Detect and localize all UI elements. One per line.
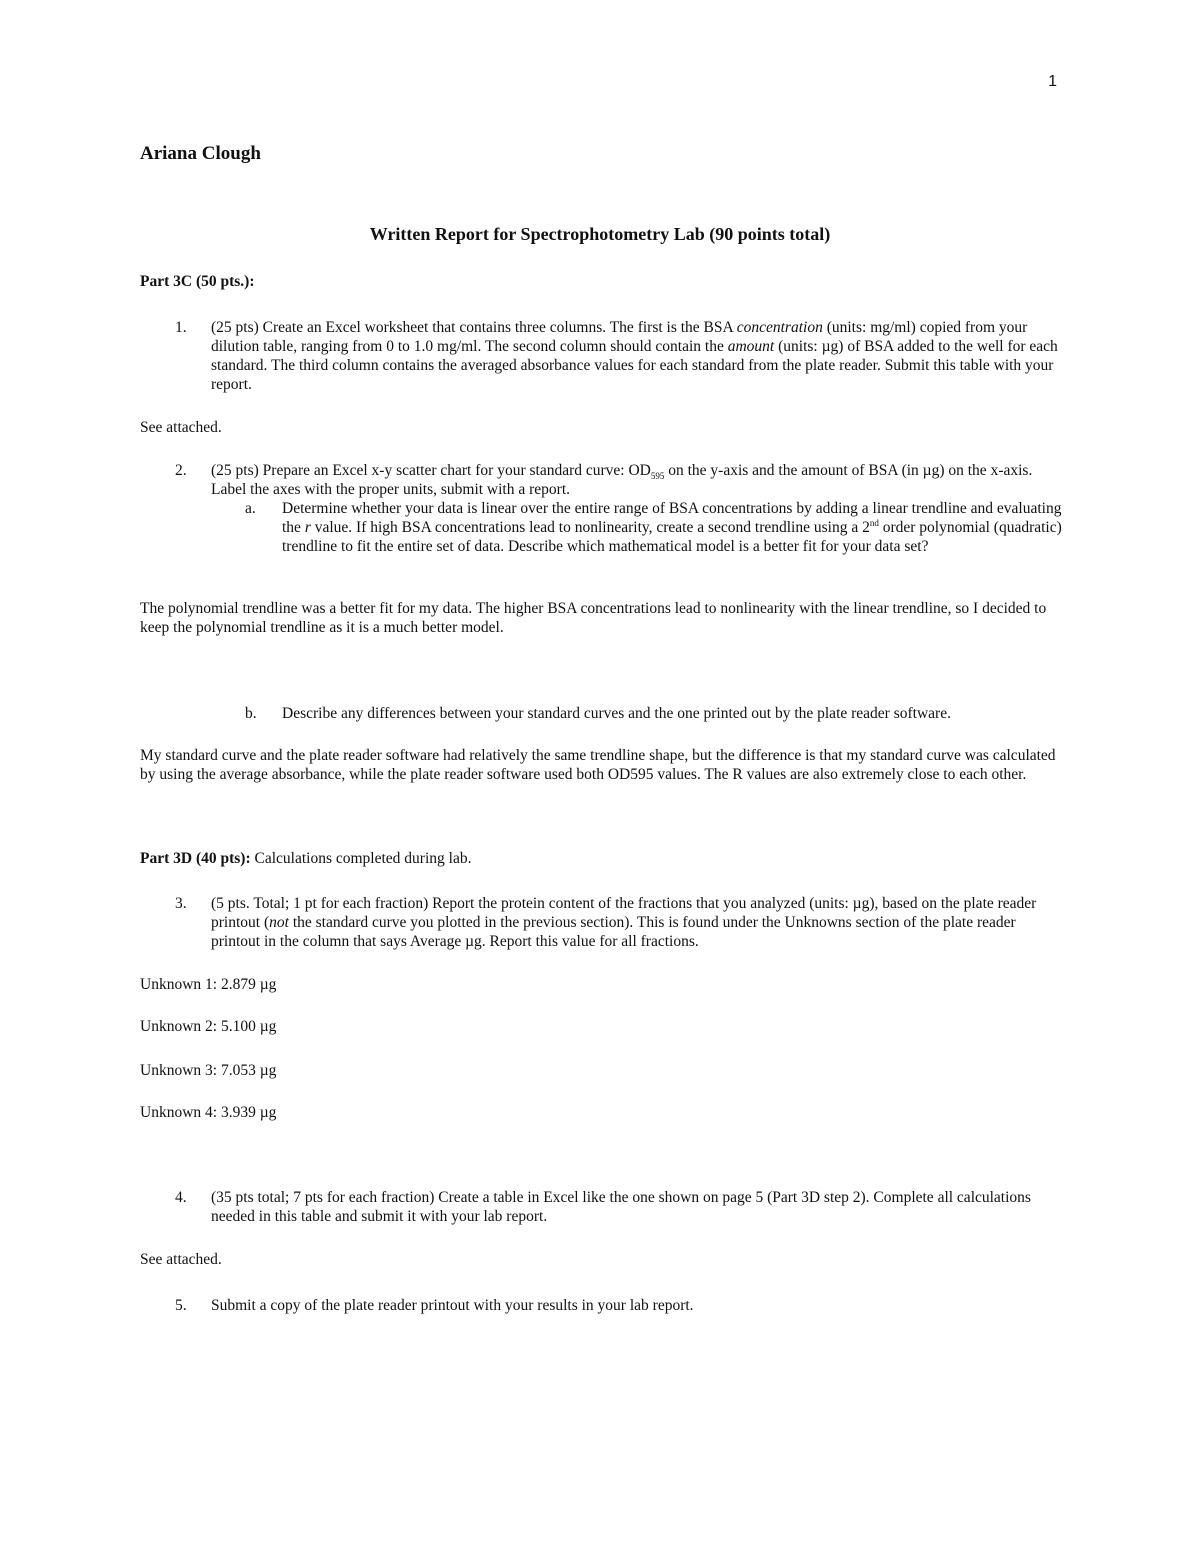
question-number: a.	[245, 500, 256, 517]
answer-1: See attached.	[140, 419, 222, 436]
answer-4: See attached.	[140, 1251, 222, 1268]
answer-2a: The polynomial trendline was a better fit for my data. The higher BSA concentrations lead to nonlinearity with the linear trendline, so I decided to keep the polynomial trendline as it is a much better model.	[140, 600, 1047, 636]
question-text: Submit a copy of the plate reader printout with your results in your lab report.	[211, 1297, 694, 1314]
author-name: Ariana Clough	[140, 143, 261, 164]
unknown-1-result: Unknown 1: 2.879 µg	[140, 976, 277, 993]
question-2	[175, 461, 1065, 499]
unknown-3-result: Unknown 3: 7.053 µg	[140, 1062, 277, 1079]
question-number: 4.	[175, 1189, 187, 1206]
unknown-2-result: Unknown 2: 5.100 µg	[140, 1018, 277, 1035]
part-3d-heading: Part 3D (40 pts): Calculations completed during lab.	[140, 850, 472, 867]
question-4	[175, 1188, 1065, 1226]
question-text: (25 pts) Create an Excel worksheet that contains three columns. The first is the BSA concentration (units: mg/ml) copied from your dilution table, ranging from 0 to 1.0 mg/ml. The second column should contain the amount (units: µg) of BSA added to the well for each standard. The third column contains the averaged absorbance values for each standard from the plate reader. Submit this table with your report.	[211, 319, 1058, 393]
question-5	[175, 1296, 1065, 1315]
question-number: b.	[245, 705, 257, 722]
question-number: 3.	[175, 895, 187, 912]
page-number: 1	[1048, 73, 1057, 90]
question-text: (5 pts. Total; 1 pt for each fraction) Report the protein content of the fractions that you analyzed (units: µg), based on the plate reader printout (not the standard curve you plotted in the previous section). This is found under the Unknowns section of the plate reader printout in the column that says Average µg. Report this value for all fractions.	[211, 895, 1037, 950]
part-3c-heading: Part 3C (50 pts.):	[140, 273, 255, 290]
question-text: (25 pts) Prepare an Excel x-y scatter chart for your standard curve: $OD_{595}$ on the y-axis and the amount of BSA (in µg) on the x-axis. Label the axes with the proper units, submit with a report.	[211, 462, 1033, 498]
question-1	[175, 318, 1065, 394]
question-number: 1.	[175, 319, 187, 336]
question-2a	[245, 499, 1065, 556]
question-text: Determine whether your data is linear over the entire range of BSA concentrations by adding a linear trendline and evaluating the r value. If high BSA concentrations lead to nonlinearity, create a second trendline using a 2nd order polynomial (quadratic) trendline to fit the entire set of data. Describe which mathematical model is a better fit for your data set?	[282, 500, 1062, 555]
question-number: 5.	[175, 1297, 187, 1314]
question-2b	[245, 704, 1065, 723]
question-3	[175, 894, 1065, 951]
question-number: 2.	[175, 462, 187, 479]
question-text: Describe any differences between your standard curves and the one printed out by the plate reader software.	[282, 705, 951, 722]
question-text: (35 pts total; 7 pts for each fraction) Create a table in Excel like the one shown on page 5 (Part 3D step 2). Complete all calculations needed in this table and submit it with your lab report.	[211, 1189, 1031, 1225]
unknown-4-result: Unknown 4: 3.939 µg	[140, 1104, 277, 1121]
report-title: Written Report for Spectrophotometry Lab (90 points total)	[369, 224, 831, 244]
answer-2b: My standard curve and the plate reader software had relatively the same trendline shape, but the difference is that my standard curve was calculated by using the average absorbance, while the plate reader software used both OD595 values. The R values are also extremely close to each other.	[140, 747, 1056, 783]
